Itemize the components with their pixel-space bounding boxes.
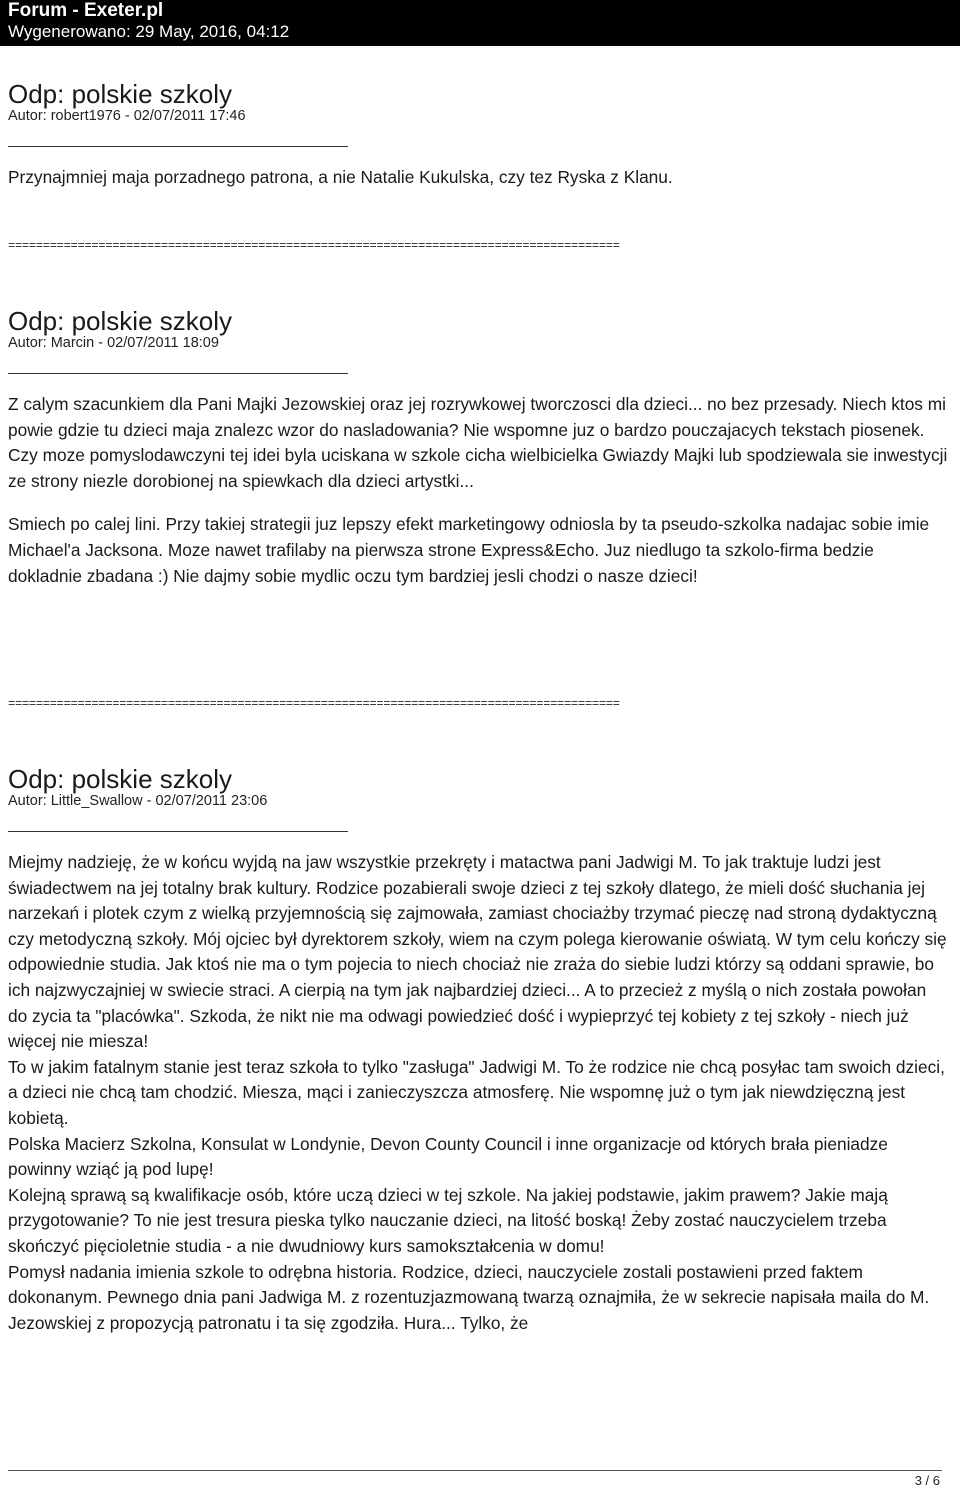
post-body [8, 165, 950, 191]
post-paragraph: Kolejną sprawą są kwalifikacje osób, które uczą dzieci w tej szkole. Na jakiej podstawie, jakim prawem? Jakie mają przygotowanie? To nie jest tresura pieska tylko nauczanie dzieci, na litość boską! Żeby zostać nauczycielem trzeba skończyć pięcioletnie studia - a nie dwudniowy kurs samokształcenia w domu! [8, 1184, 888, 1256]
post-body [8, 850, 950, 1336]
post-divider [8, 831, 348, 832]
post-body [8, 392, 950, 589]
post-title: Odp: polskie szkoly [8, 306, 232, 336]
page-number: 3 / 6 [914, 1473, 940, 1488]
forum-post [8, 765, 950, 1336]
post-paragraph: Przynajmniej maja porzadnego patrona, a nie Natalie Kukulska, czy tez Ryska z Klanu. [8, 167, 673, 187]
footer-divider [8, 1470, 942, 1471]
post-paragraph: Z calym szacunkiem dla Pani Majki Jezowskiej oraz jej rozrywkowej tworczosci dla dzieci... no bez przesady. Niech ktos mi powie gdzie tu dzieci maja znalezc wzor do nasladowania? Nie wspomne juz o bardzo pouczajacych tekstach piosenek. Czy moze pomyslodawczyni tej idei byla uciskana w szkole cicha wielbicielka Gwiazdy Majki lub spodziewala sie inwestycji ze strony niezle dorobionej na spiewkach dla dzieci artystki... [8, 394, 948, 491]
post-divider [8, 146, 348, 147]
post-separator: ======================================================================================== [8, 697, 620, 711]
forum-post [8, 80, 950, 191]
post-paragraph: Smiech po calej lini. Przy takiej strategii juz lepszy efekt marketingowy odniosla by ta pseudo-szkolka nadajac sobie imie Michael'a Jacksona. Moze nawet trafilaby na pierwsza strone Express&Echo. Juz niedlugo ta szkolo-firma bedzie dokladnie zbadana :) Nie dajmy sobie mydlic oczu tym bardziej jesli chodzi o nasze dzieci! [8, 514, 930, 586]
post-divider [8, 373, 348, 374]
post-paragraph: Polska Macierz Szkolna, Konsulat w Londynie, Devon County Council i inne organizacje od których brała pieniadze powinny wziąć ją pod lupę! [8, 1133, 888, 1180]
post-author: Autor: Little_Swallow - 02/07/2011 23:06 [8, 793, 268, 809]
post-author: Autor: robert1976 - 02/07/2011 17:46 [8, 108, 246, 124]
site-title: Forum - Exeter.pl [8, 0, 164, 21]
post-title: Odp: polskie szkoly [8, 79, 232, 109]
page-header [0, 0, 960, 46]
post-paragraph: Pomysł nadania imienia szkole to odrębna historia. Rodzice, dzieci, nauczyciele zostali postawieni przed faktem dokonanym. Pewnego dnia pani Jadwiga M. z rozentuzjazmowaną twarzą oznajmiła, że w sekrecie napisała maila do M. Jezowskiej z propozycją patronatu i ta się zgodziła. Hura... Tylko, że [8, 1261, 930, 1333]
generated-timestamp: Wygenerowano: 29 May, 2016, 04:12 [8, 22, 290, 41]
forum-post [8, 307, 950, 589]
post-paragraph: Miejmy nadzieję, że w końcu wyjdą na jaw wszystkie przekręty i matactwa pani Jadwigi M. To jak traktuje ludzi jest świadectwem na jej totalny brak kultury. Rodzice pozabierali swoje dzieci z tej szkoły dlatego, że mieli dość słuchania jej narzekań i plotek czym z wielką przyjemnością się zajmowała, zamiast chociażby trzymać pieczę nad stroną dydaktyczną czy metodyczną szkoły. Mój ojciec był dyrektorem szkoły, wiem na czym polega kierowanie oświatą. W tym celu kończy się odpowiednie studia. Jak ktoś nie ma o tym pojecia to niech chociaż nie zraża do siebie ludzi którzy są oddani sprawie, bo ich najzwyczajniej w swiecie straci. A cierpią na tym jak najbardziej dzieci... A to przecież z myślą o nich została powołan do zycia ta "placówka". Szkoda, że nikt nie ma odwagi powiedzieć dość i wypieprzyć tej kobiety z tej szkoły - niech już więcej nie miesza! [8, 852, 947, 1052]
post-title: Odp: polskie szkoly [8, 764, 232, 794]
post-author: Autor: Marcin - 02/07/2011 18:09 [8, 335, 219, 351]
post-separator: ======================================================================================== [8, 239, 620, 253]
post-paragraph: To w jakim fatalnym stanie jest teraz szkoła to tylko "zasługa" Jadwigi M. To że rodzice nie chcą posyłac tam swoich dzieci, a dzieci nie chcą tam chodzić. Miesza, mąci i zanieczyszcza atmosferę. Nie wspomnę już o tym jak niewdzięczną jest kobietą. [8, 1056, 945, 1128]
